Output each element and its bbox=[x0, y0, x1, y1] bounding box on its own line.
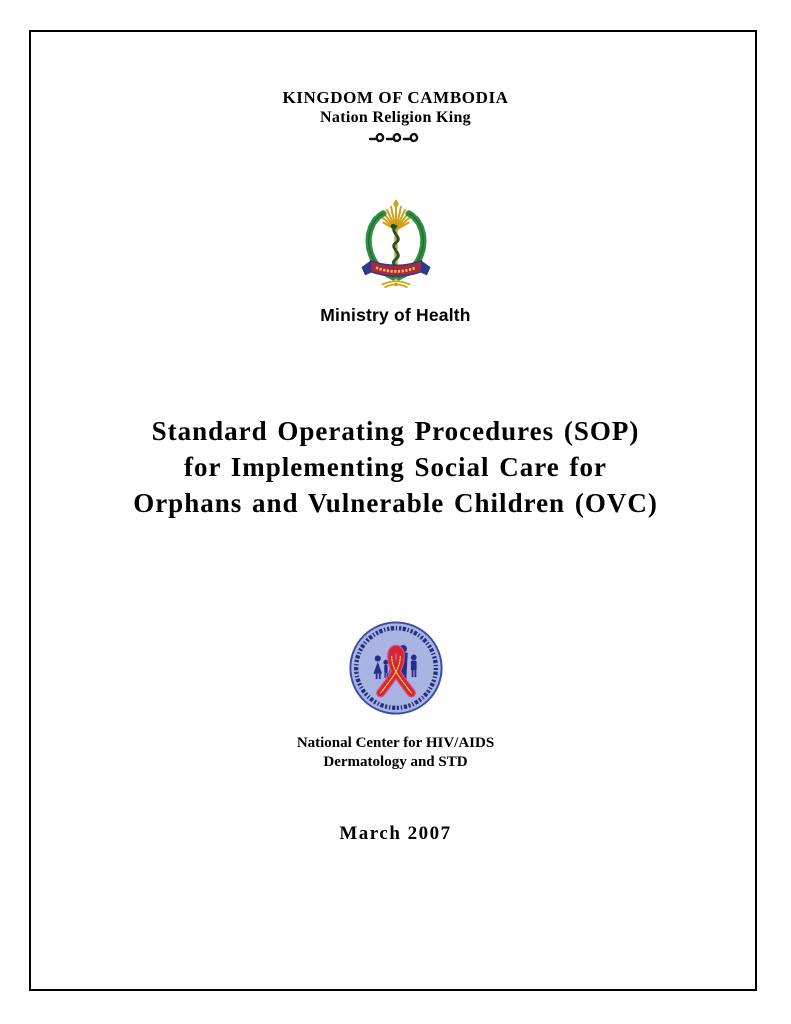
emblem-base-ornament bbox=[382, 281, 409, 287]
title-line-1: Standard Operating Procedures (SOP) bbox=[151, 416, 640, 446]
title-line-3: Orphans and Vulnerable Children (OVC) bbox=[133, 488, 658, 518]
title-line-2: for Implementing Social Care for bbox=[184, 452, 607, 482]
khmer-divider-icon bbox=[368, 129, 424, 145]
khmer-ornament-divider bbox=[0, 129, 791, 145]
moh-emblem-icon bbox=[346, 186, 446, 291]
ministry-label: Ministry of Health bbox=[320, 305, 471, 325]
publication-date: March 2007 bbox=[339, 823, 452, 844]
kingdom-heading: KINGDOM OF CAMBODIA bbox=[282, 88, 509, 107]
nchads-seal-icon bbox=[348, 620, 444, 716]
center-name-line-1: National Center for HIV/AIDS bbox=[296, 735, 495, 751]
nchads-seal bbox=[0, 620, 791, 716]
national-motto: Nation Religion King bbox=[320, 109, 471, 126]
emblem-top-finial bbox=[393, 199, 399, 209]
center-name-line-2: Dermatology and STD bbox=[323, 754, 468, 770]
document-title bbox=[0, 413, 791, 521]
center-name bbox=[0, 734, 791, 772]
ministry-of-health-emblem bbox=[0, 186, 791, 291]
